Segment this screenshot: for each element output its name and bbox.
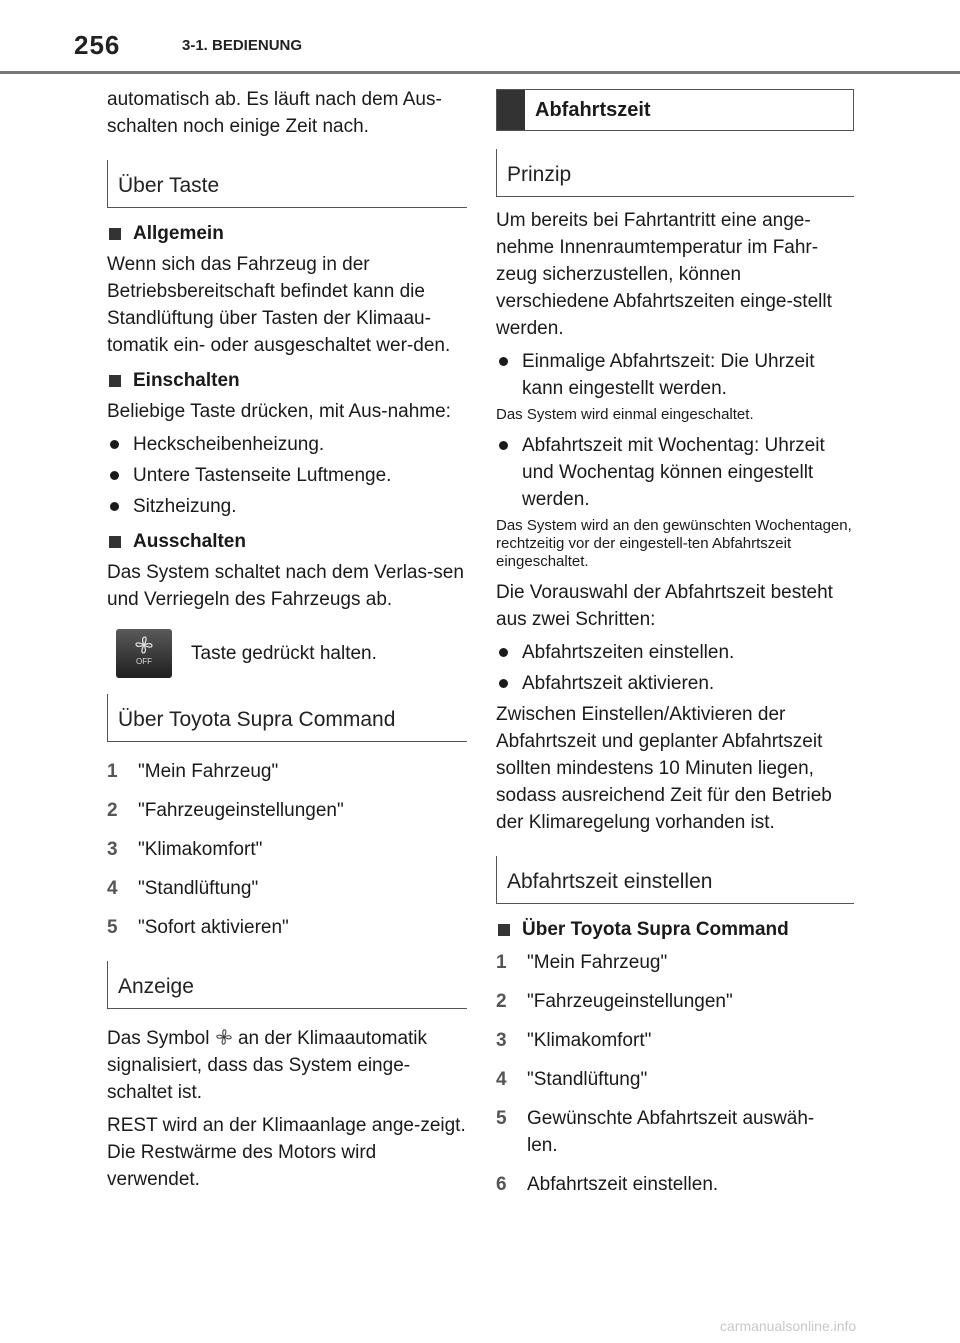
subheading-einschalten: Einschalten [107,367,467,394]
heading-marker-block [497,90,525,130]
anzeige-text: Das Symbol an der Klimaautomatik signalisiert, dass das System einge-schaltet ist. [107,1028,428,1103]
step-item: 1 "Mein Fahrzeug" [496,952,668,973]
vorauswahl-text: Die Vorauswahl der Abfahrtszeit besteht aus zwei Schritten: [496,582,833,630]
fan-off-button-image [116,629,172,678]
step-item: 5 "Sofort aktivieren" [107,917,289,938]
dot-bullet-icon [499,679,508,688]
step-item: 2 "Fahrzeugeinstellungen" [107,800,344,821]
page-header [0,0,960,76]
bullet-item: Heckscheibenheizung. [107,431,467,458]
step-item: 3 "Klimakomfort" [496,1030,652,1051]
intro-paragraph: automatisch ab. Es läuft nach dem Aus-schalten noch einige Zeit nach. [107,89,442,137]
fan-icon [134,635,154,655]
bullet-item: Untere Tastenseite Luftmenge. [107,462,467,489]
step-item: 4 "Standlüftung" [496,1069,648,1090]
step-item: 1 "Mein Fahrzeug" [107,761,279,782]
step-item: 4 "Standlüftung" [107,878,259,899]
square-bullet-icon [109,536,121,548]
dot-bullet-icon [110,502,119,511]
square-bullet-icon [109,228,121,240]
page-number: 256 [74,30,121,60]
zwischen-text: Zwischen Einstellen/Aktivieren der Abfahrtszeit und geplanter Abfahrtszeit sollten mindestens 10 Minuten liegen, sodass ausreichend Zeit für den Betrieb der Klimaregelung vorhanden ist. [496,704,832,833]
allgemein-text: Wenn sich das Fahrzeug in der Betriebsbereitschaft befindet kann die Standlüftung über Tasten der Klimaau-tomatik ein- oder ausgeschaltet wer-den. [107,254,451,356]
ausschalten-text: Das System schaltet nach dem Verlas-sen und Verriegeln des Fahrzeugs ab. [107,562,464,610]
dot-bullet-icon [110,471,119,480]
fan-symbol-icon [215,1028,233,1046]
button-instruction [116,629,467,678]
left-column [107,86,467,1199]
subheading-command: Über Toyota Supra Command [496,916,854,943]
section-heading-einstellen: Abfahrtszeit einstellen [496,856,854,904]
step-item: 5 Gewünschte Abfahrtszeit auswäh-len. [496,1108,815,1156]
subheading-ausschalten: Ausschalten [107,528,467,555]
header-rule [0,71,960,74]
step-item: 2 "Fahrzeugeinstellungen" [496,991,733,1012]
dot-bullet-icon [499,441,508,450]
button-off-label: OFF [136,657,152,666]
watermark: carmanualsonline.info [720,1318,857,1334]
step-item: 6 Abfahrtszeit einstellen. [496,1174,719,1195]
bullet-item: Abfahrtszeit mit Wochentag: Uhrzeit und Wochentag können eingestellt werden. [496,432,854,513]
prinzip-text: Um bereits bei Fahrtantritt eine ange-nehme Innenraumtemperatur im Fahr-zeug sicherzustellen, können verschiedene Abfahrtszeiten einge-stellt werden. [496,210,832,339]
square-bullet-icon [498,924,510,936]
bullet-item: Sitzheizung. [107,493,467,520]
chapter-title: 3-1. BEDIENUNG [182,37,303,54]
bullet-item: Abfahrtszeit aktivieren. [496,670,854,697]
right-column [496,89,854,1210]
einschalten-text: Beliebige Taste drücken, mit Aus-nahme: [107,401,451,422]
section-heading-command: Über Toyota Supra Command [107,694,467,742]
section-heading-abfahrtszeit: Abfahrtszeit [496,89,854,131]
dot-bullet-icon [499,357,508,366]
dot-bullet-icon [499,648,508,657]
button-instruction-text: Taste gedrückt halten. [191,643,377,664]
note-text: Das System wird einmal eingeschaltet. [496,406,754,423]
bullet-item: Einmalige Abfahrtszeit: Die Uhrzeit kann eingestellt werden. [496,348,854,402]
step-item: 3 "Klimakomfort" [107,839,263,860]
section-heading-anzeige: Anzeige [107,961,467,1009]
note-text: Das System wird an den gewünschten Wochentagen, rechtzeitig vor der eingestell-ten Abfahrtszeit eingeschaltet. [496,517,852,570]
square-bullet-icon [109,375,121,387]
section-heading-taste: Über Taste [107,160,467,208]
section-heading-prinzip: Prinzip [496,149,854,197]
subheading-allgemein: Allgemein [107,220,467,247]
bullet-item: Abfahrtszeiten einstellen. [496,639,854,666]
rest-text: REST wird an der Klimaanlage ange-zeigt. Die Restwärme des Motors wird verwendet. [107,1115,466,1190]
dot-bullet-icon [110,440,119,449]
